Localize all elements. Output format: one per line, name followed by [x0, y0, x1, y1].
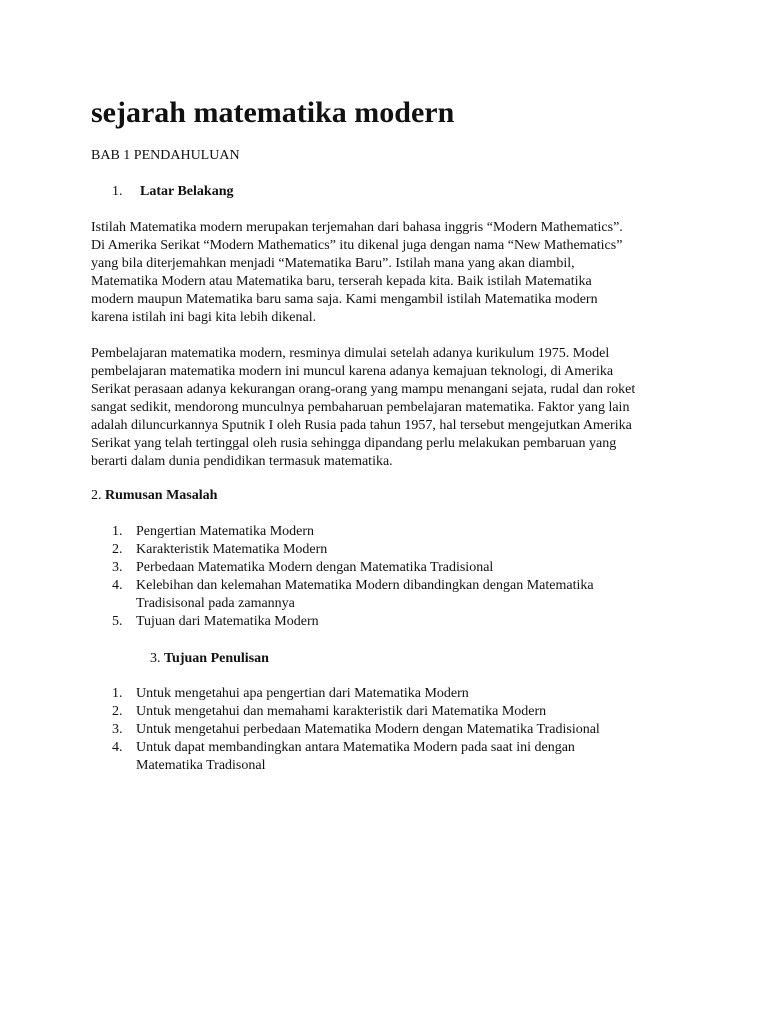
paragraph-line: pembelajaran matematika modern ini muncul karena adanya kemajuan teknologi, di Amerika: [91, 364, 614, 379]
list-item: [91, 559, 594, 577]
section-heading-tujuan-penulisan: [150, 650, 269, 668]
list-item-number: 3.: [112, 722, 123, 737]
paragraph-line: Istilah Matematika modern merupakan terjemahan dari bahasa inggris “Modern Mathematics”.: [91, 220, 623, 235]
list-item-number: 1.: [112, 686, 123, 701]
list-item-number: 1.: [112, 524, 123, 539]
section-number: 1.: [112, 184, 123, 199]
paragraph-line: Serikat perasaan adanya kekurangan orang-orang yang mampu menangani sejata, rudal dan roket: [91, 382, 636, 397]
list-item-number: 4.: [112, 740, 123, 755]
list-item-number: 3.: [112, 560, 123, 575]
list-item-text: Pengertian Matematika Modern: [136, 524, 315, 539]
list-item: [91, 541, 594, 559]
list-item-number: 2.: [112, 704, 123, 719]
list-item-number: 2.: [112, 542, 123, 557]
section-number: 3.: [150, 651, 161, 666]
list-item-text: Untuk mengetahui perbedaan Matematika Modern dengan Matematika Tradisional: [136, 722, 600, 737]
list-item: [91, 577, 594, 613]
list-item-text: Karakteristik Matematika Modern: [136, 542, 328, 557]
section-label: Tujuan Penulisan: [164, 651, 269, 666]
list-item: [91, 523, 594, 541]
paragraph-line: Pembelajaran matematika modern, resminya dimulai setelah adanya kurikulum 1975. Model: [91, 346, 610, 361]
section-heading-rumusan-masalah: [91, 487, 217, 505]
section-label: Rumusan Masalah: [105, 488, 218, 503]
paragraph-line: adalah diluncurkannya Sputnik I oleh Rusia pada tahun 1957, hal tersebut mengejutkan Amerika: [91, 418, 632, 433]
rumusan-masalah-list: [91, 523, 594, 631]
paragraph-line: Serikat yang telah tertinggal oleh rusia sehingga dipandang perlu melakukan pembaruan yang: [91, 436, 617, 451]
list-item-text: Matematika Tradisonal: [136, 758, 266, 773]
list-item-text: Untuk dapat membandingkan antara Matematika Modern pada saat ini dengan: [136, 740, 575, 755]
list-item: [91, 703, 600, 721]
list-item-number: 5.: [112, 614, 123, 629]
paragraph-line: modern maupun Matematika baru sama saja. Kami mengambil istilah Matematika modern: [91, 292, 598, 307]
section-heading-latar-belakang: [112, 183, 233, 201]
paragraph-line: sangat sedikit, mendorong munculnya pembaharuan pembelajaran matematika. Faktor yang lain: [91, 400, 630, 415]
section-number: 2.: [91, 488, 102, 503]
list-item-text: Untuk mengetahui dan memahami karakteristik dari Matematika Modern: [136, 704, 547, 719]
list-item: [91, 613, 594, 631]
list-item-text: Tujuan dari Matematika Modern: [136, 614, 319, 629]
section-label: Latar Belakang: [140, 184, 234, 199]
paragraph-latar-belakang-1: [91, 219, 651, 327]
list-item-text: Untuk mengetahui apa pengertian dari Matematika Modern: [136, 686, 469, 701]
list-item-text: Tradisisonal pada zamannya: [136, 596, 295, 611]
list-item: [91, 685, 600, 703]
paragraph-line: yang bila diterjemahkan menjadi “Matematika Baru”. Istilah mana yang akan diambil,: [91, 256, 575, 271]
list-item: [91, 721, 600, 739]
paragraph-line: karena istilah ini bagi kita lebih dikenal.: [91, 310, 317, 325]
list-item-text: Kelebihan dan kelemahan Matematika Modern dibandingkan dengan Matematika: [136, 578, 594, 593]
paragraph-line: Di Amerika Serikat “Modern Mathematics” itu dikenal juga dengan nama “New Mathematics”: [91, 238, 623, 253]
paragraph-latar-belakang-2: [91, 345, 651, 471]
chapter-heading: BAB 1 PENDAHULUAN: [91, 148, 240, 163]
list-item-number: 4.: [112, 578, 123, 593]
tujuan-penulisan-list: [91, 685, 600, 775]
paragraph-line: berarti dalam dunia pendidikan termasuk matematika.: [91, 454, 393, 469]
list-item: [91, 739, 600, 775]
paragraph-line: Matematika Modern atau Matematika baru, terserah kepada kita. Baik istilah Matematika: [91, 274, 592, 289]
list-item-text: Perbedaan Matematika Modern dengan Matematika Tradisional: [136, 560, 494, 575]
document-title: sejarah matematika modern: [91, 96, 455, 129]
